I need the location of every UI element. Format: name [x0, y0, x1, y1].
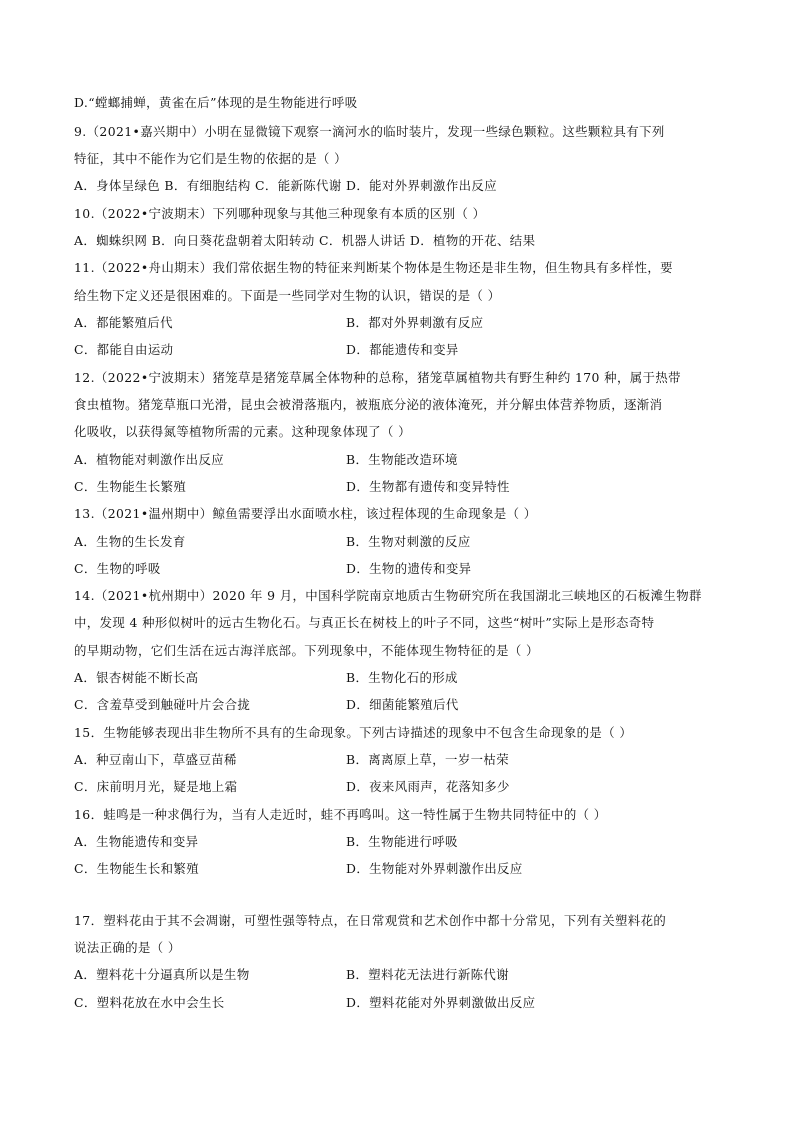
q11-option-d: D．都能遗传和变异	[346, 342, 459, 357]
q13-option-a: A．生物的生长发育	[74, 534, 186, 549]
q14-option-b: B．生物化石的形成	[346, 670, 458, 685]
q12-option-d: D．生物都有遗传和变异特性	[346, 479, 510, 494]
q15-option-c: C．床前明月光，疑是地上霜	[74, 779, 238, 794]
q13-option-c: C．生物的呼吸	[74, 561, 161, 576]
q17-stem-line2: 说法正确的是（ ）	[74, 940, 181, 955]
q12-stem-line1: 12.（2022•宁波期末）猪笼草是猪笼草属全体物种的总称，猪笼草属植物共有野生种约 170 种，属于热带	[74, 370, 681, 385]
q12-stem-line2: 食虫植物。猪笼草瓶口光滑，昆虫会被滑落瓶内，被瓶底分泌的液体淹死，并分解虫体营养物质，逐渐消	[74, 397, 663, 412]
q14-stem-line3: 的早期动物，它们生活在远古海洋底部。下列现象中，不能体现生物特征的是（ ）	[74, 643, 539, 658]
q9-stem-line1: 9.（2021•嘉兴期中）小明在显微镜下观察一滴河水的临时装片，发现一些绿色颗粒。这些颗粒具有下列	[74, 124, 665, 139]
q16-option-d: D．生物能对外界刺激作出反应	[346, 861, 523, 876]
q8-option-d: D.“螳螂捕蝉，黄雀在后”体现的是生物能进行呼吸	[74, 95, 358, 110]
q9-stem-line2: 特征，其中不能作为它们是生物的依据的是（ ）	[74, 151, 347, 166]
q16-option-c: C．生物能生长和繁殖	[74, 861, 199, 876]
q14-stem-line2: 中，发现 4 种形似树叶的远古生物化石。与真正长在树枝上的叶子不同，这些“树叶”实际上是形态奇特	[74, 615, 655, 630]
q15-stem: 15．生物能够表现出非生物所不具有的生命现象。下列古诗描述的现象中不包含生命现象的是（ ）	[74, 725, 633, 740]
q14-option-c: C．含羞草受到触碰叶片会合拢	[74, 697, 251, 712]
q12-stem-line3: 化吸收，以获得氮等植物所需的元素。这种现象体现了（ ）	[74, 424, 411, 439]
q13-option-b: B．生物对刺激的反应	[346, 534, 471, 549]
q12-option-a: A．植物能对刺激作出反应	[74, 452, 225, 467]
q16-option-b: B．生物能进行呼吸	[346, 834, 458, 849]
q13-option-d: D．生物的遗传和变异	[346, 561, 472, 576]
q17-option-d: D．塑料花能对外界刺激做出反应	[346, 995, 536, 1010]
q17-option-a: A．塑料花十分逼真所以是生物	[74, 967, 250, 982]
q13-stem: 13.（2021•温州期中）鲸鱼需要浮出水面喷水柱，该过程体现的生命现象是（ ）	[74, 506, 537, 521]
q16-option-a: A．生物能遗传和变异	[74, 834, 199, 849]
q14-stem-line1: 14.（2021•杭州期中）2020 年 9 月，中国科学院南京地质古生物研究所在我国湖北三峡地区的石板滩生物群	[74, 588, 702, 603]
q11-stem-line1: 11.（2022•舟山期末）我们常依据生物的特征来判断某个物体是生物还是非生物，但生物具有多样性，要	[74, 260, 673, 275]
q14-option-a: A．银杏树能不断长高	[74, 670, 199, 685]
q11-option-b: B．都对外界刺激有反应	[346, 315, 484, 330]
q15-option-b: B．离离原上草，一岁一枯荣	[346, 752, 509, 767]
q9-options: A．身体呈绿色 B．有细胞结构 C．能新陈代谢 D．能对外界刺激作出反应	[74, 178, 498, 193]
q17-option-b: B．塑料花无法进行新陈代谢	[346, 967, 509, 982]
q15-option-d: D．夜来风雨声，花落知多少	[346, 779, 510, 794]
q11-option-c: C．都能自由运动	[74, 342, 174, 357]
q16-stem: 16．蛙鸣是一种求偶行为，当有人走近时，蛙不再鸣叫。这一特性属于生物共同特征中的（ ）	[74, 807, 607, 822]
q11-option-a: A．都能繁殖后代	[74, 315, 173, 330]
q14-option-d: D．细菌能繁殖后代	[346, 697, 459, 712]
q15-option-a: A．种豆南山下，草盛豆苗稀	[74, 752, 237, 767]
q17-option-c: C．塑料花放在水中会生长	[74, 995, 225, 1010]
q11-stem-line2: 给生物下定义还是很困难的。下面是一些同学对生物的认识，错误的是（ ）	[74, 288, 501, 303]
q12-option-c: C．生物能生长繁殖	[74, 479, 187, 494]
q12-option-b: B．生物能改造环境	[346, 452, 458, 467]
q10-stem: 10.（2022•宁波期末）下列哪种现象与其他三种现象有本质的区别（ ）	[74, 206, 486, 221]
q10-options: A．蜘蛛织网 B．向日葵花盘朝着太阳转动 C．机器人讲话 D．植物的开花、结果	[74, 233, 536, 248]
q17-stem-line1: 17．塑料花由于其不会凋谢，可塑性强等特点，在日常观赏和艺术创作中都十分常见，下列有关塑料花的	[74, 913, 667, 928]
